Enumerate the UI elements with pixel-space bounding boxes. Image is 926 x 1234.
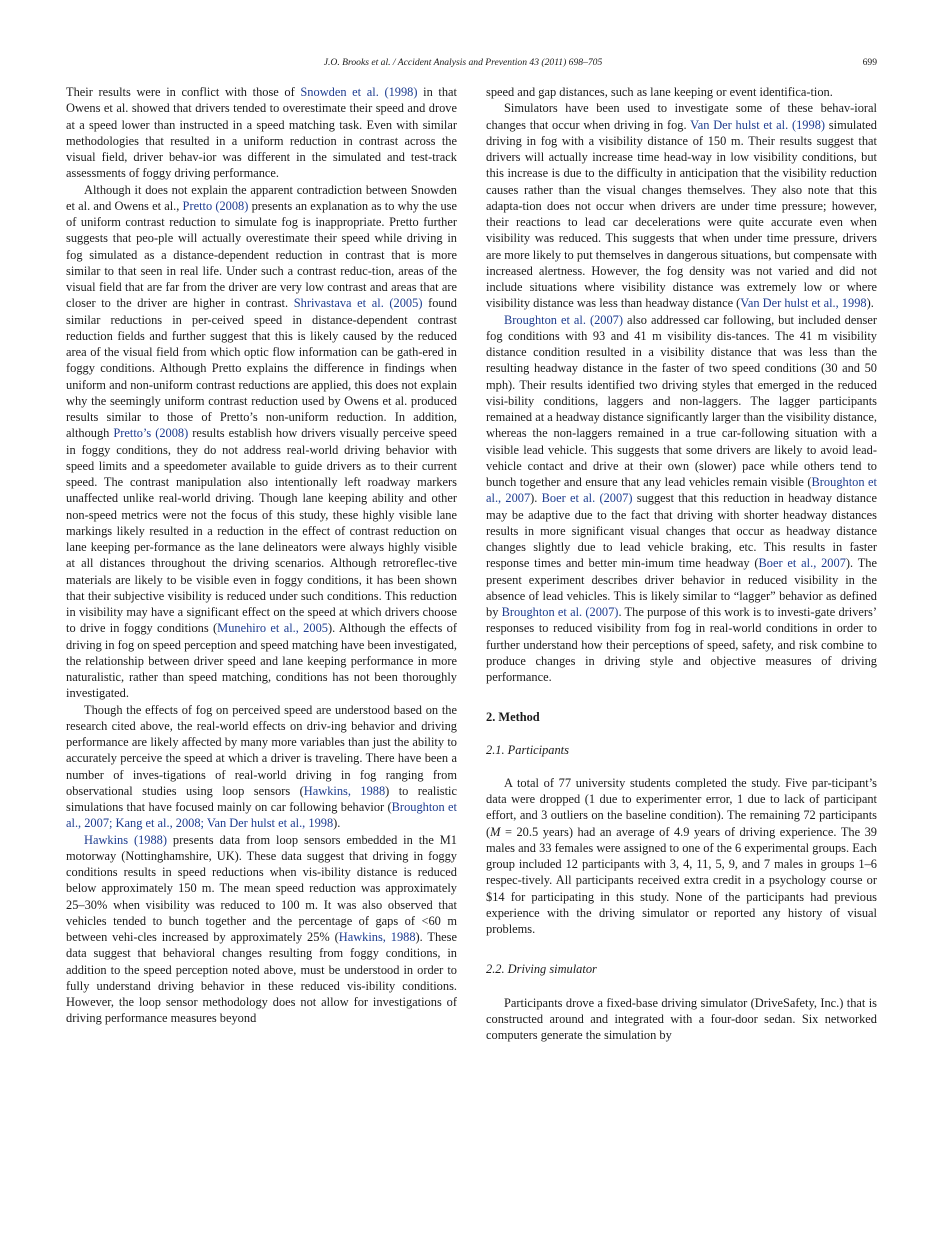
paragraph: Although it does not explain the apparent contradiction between Snowden et al. and Owens et al., Pretto (2008) presents an explanation as to why the use of uniform contrast reduction to simulate fog is inappropriate. Pretto further suggests that peo-ple will actually overestimate their speed while driving in fog simulated as a distance-dependent reduction in contrast that is more similar to that seen in real life. Under such a contrast reduc-tion, areas of the visual field that are far from the driver are very low contrast and areas that are closer to the driver are higher in contrast. Shrivastava et al. (2005) found similar reductions in per-ceived speed in distance-dependent contrast reduction fields and further suggest that this is likely caused by the reduced area of the visual field from which optic flow information can be gath-ered in foggy conditions. Although Pretto explains the difference in findings when uniform and non-uniform contrast reductions are applied, this does not explain why the seemingly uniform contrast reduction used by Owens et al. produced results similar to those of Pretto’s non-uniform reduction. In addition, although Pretto’s (2008) results establish how drivers visually perceive speed in foggy conditions, they do not address real-world driving behavior with speed limits and a speedometer available to guide drivers as to their current speed. The contrast manipulation also intentionally left roadway markers unaffected unlike real-world driving. Though lane keeping ability and other non-speed metrics were not the focus of this study, these highly visible lane markings likely resulted in a reduction in the effect of contrast reduction on lane keeping per-formance as the lane delineators were always highly visible at all distances throughout the driving scenarios. Although retroreflec-tive materials are likely to be visible even in foggy conditions, it has been shown that their subjective visibility is reduced under such conditions. This reduction in visibility may have a significant effect on the speed at which drivers choose to drive in foggy conditions (Munehiro et al., 2005). Although the effects of driving in fog on speed perception and speed matching have been investigated, the relationship between driver speed and lane keeping performance in more naturalistic, rather than speed matching, conditions has not been thoroughly investigated. — [66, 182, 458, 701]
right-column — [486, 84, 877, 1043]
citation-link[interactable]: Shrivastava et al. (2005) — [293, 296, 423, 311]
citation-link[interactable]: Van Der hulst et al. (1998) — [690, 117, 826, 132]
left-column — [66, 84, 457, 1027]
citation-link[interactable]: Broughton et al. (2007) — [501, 605, 619, 619]
section-heading: 2. Method — [486, 710, 540, 725]
paragraph: Hawkins (1988) presents data from loop sensors embedded in the M1 motorway (Nottinghamshire, UK). These data suggest that driving in foggy conditions results in speed reductions when vis-ibility distance is reduced below approximately 150 m. The mean speed reduction was approximately 25–30% when visibility was reduced to 100 m. It was also observed that vehicles tended to bunch together and the percentage of gaps of <60 m between vehi-cles increased by approximately 25% (Hawkins, 1988). These data suggest that behavioral changes resulting from foggy conditions, in addition to the speed perception noted above, must be understood in order to fully understand driving behavior in these reduced vis-ibility conditions. However, the loop sensor methodology does not allow for investigations of driving performance measures beyond — [66, 832, 458, 1026]
citation-link[interactable]: Broughton et al. (2007) — [504, 312, 623, 327]
page-number: 699 — [862, 57, 877, 68]
subsection-heading: 2.2. Driving simulator — [486, 962, 597, 977]
citation-link[interactable]: Hawkins, 1988 — [338, 930, 416, 944]
citation-link[interactable]: Boer et al. (2007) — [541, 491, 633, 506]
paragraph: Though the effects of fog on perceived speed are understood based on the research cited above, the real-world effects on driv-ing behavior and driving performance are likely affected by many more variables than just the ability to accurately perceive the speed at which a driver is traveling. There have been a number of inves-tigations of real-world driving in fog ranging from observational studies using loop sensors (Hawkins, 1988) to realistic simulations that have focused mainly on car following behavior (Broughton et al., 2007; Kang et al., 2008; Van Der hulst et al., 1998). — [66, 702, 458, 831]
paragraph: Their results were in conflict with those of Snowden et al. (1998) in that Owens et al. showed that drivers tended to overestimate their speed and drove at a speed lower than instructed in a speed matching task. Even with similar methodologies that resulted in a uniform reduction in contrast across the visual field, driver behav-ior was different in the simulated and test-track assessments of foggy driving performance. — [66, 85, 457, 181]
subsection-heading: 2.1. Participants — [486, 742, 569, 757]
paragraph: A total of 77 university students completed the study. Five par-ticipant’s data were dropped (1 due to experimenter error, 1 due to lack of participant effort, and 3 outliers on the baseline condition). The remaining 72 participants (M = 20.5 years) had an average of 4.9 years of driving experience. The 39 males and 33 females were assigned to one of the 6 experimental groups. Each group included 12 participants with 3, 4, 11, 5, 9, and 7 males in groups 1–6 respec-tively. All participants received extra credit in a psychology course or $14 for participating in this study. None of the participants had previous experience with the driving simulator or reported any history of visual problems. — [486, 775, 877, 936]
paragraph: Participants drove a fixed-base driving simulator (DriveSafety, Inc.) that is constructed around and integrated with a four-door sedan. Six networked computers generate the simulation by — [486, 995, 877, 1042]
citation-link[interactable]: Pretto’s (2008) — [113, 426, 189, 441]
paragraph: speed and gap distances, such as lane keeping or event identifica-tion. — [486, 85, 833, 99]
citation-link[interactable]: Broughton et al., 2007 — [486, 475, 877, 506]
citation-link[interactable]: Hawkins, 1988 — [303, 783, 386, 798]
citation-link[interactable]: Hawkins (1988) — [84, 832, 168, 847]
citation-link[interactable]: Boer et al., 2007 — [758, 556, 846, 571]
paragraph: Simulators have been used to investigate some of these behav-ioral changes that occur when driving in fog. Van Der hulst et al. (1998) simulated driving in fog with a visibility distance of 150 m. Their results suggest that drivers will actually increase time head-way in low visibility conditions, but this increase is due to the difficulty in anticipation that the visibility reduction causes rather than the visual changes themselves. They also note that this adapta-tion does not occur when drivers are under time pressure; however, their reactions to lead car decelerations were quite accurate even when visibility was reduced. This suggests that when under time pressure, drivers are more likely to put themselves in dangerous situations, but compensate with increased alertness. However, the fog density was not varied and did not include situations where visibility distance was extremely low or where visibility distance was less than headway distance (Van Der hulst et al., 1998). — [486, 101, 877, 311]
running-head — [0, 55, 926, 71]
paragraph: Broughton et al. (2007) also addressed car following, but included denser fog conditions with 93 and 41 m visibility dis-tances. The 41 m visibility distance condition resulted in a visibility distance that was less than the resulting headway distance in the faster of two speed conditions (30 and 50 mph). Their results identified two driving styles that emerged in the reduced visi-bility conditions, laggers and non-laggers. The lagger participants remained at a headway distance significantly larger than the visibility distance, whereas the non-laggers remained in a true car-following situation with a visible lead vehicle. This suggests that some drivers are likely to avoid lead-vehicle contact and drive at their own (slower) pace while others tend to bunch together and ensure that any lead vehicles remain visible (Broughton et al., 2007). Boer et al. (2007) suggest that this reduction in headway distance may be adaptive due to the fact that driving with shorter headway distances results in more significant visual changes that occur as headway distance changes slightly due to lead vehicle braking, etc. This results in faster response times and better min-imum time headway (Boer et al., 2007). The present experiment describes driver behavior in reduced visibility in the absence of lead vehicles. This is likely similar to “lagger” behavior as defined by Broughton et al. (2007). The purpose of this work is to investi-gate drivers’ responses to reduced visibility from fog in real-world conditions in order to further understand how their perceptions of speed, safety, and risk combine to produce changes in driving style and objective measures of driving performance. — [486, 312, 877, 684]
citation-link[interactable]: Pretto (2008) — [182, 198, 249, 213]
citation-link[interactable]: Broughton et al., 2007; Kang et al., 2008; Van Der hulst et al., 1998 — [66, 800, 458, 831]
citation-link[interactable]: Snowden et al. (1998) — [300, 85, 418, 99]
citation-link[interactable]: Munehiro et al., 2005 — [217, 621, 328, 636]
citation-link[interactable]: Van Der hulst et al., 1998 — [740, 296, 867, 311]
running-title: J.O. Brooks et al. / Accident Analysis and Prevention 43 (2011) 698–705 — [323, 57, 603, 68]
math-symbol: M — [490, 824, 501, 839]
